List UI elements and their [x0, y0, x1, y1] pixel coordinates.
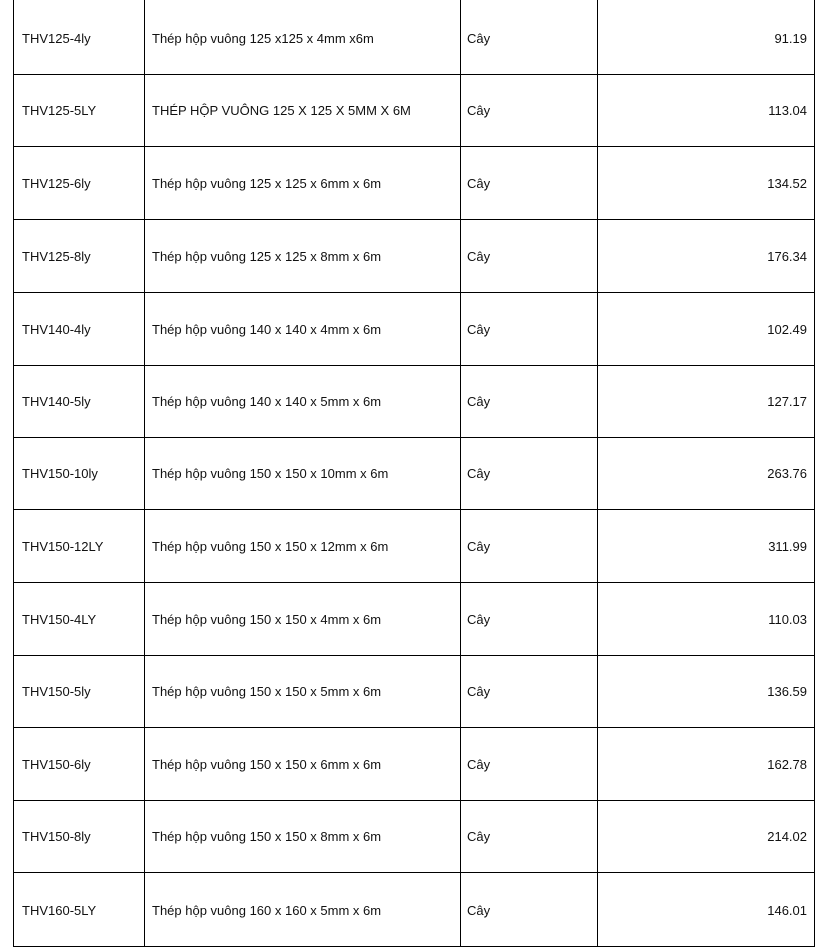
- product-name: Thép hộp vuông 140 x 140 x 4mm x 6m: [152, 322, 382, 337]
- product-name: Thép hộp vuông 150 x 150 x 4mm x 6m: [152, 612, 382, 627]
- product-price: 136.59: [767, 684, 807, 699]
- product-code: THV150-4LY: [22, 612, 97, 627]
- table-row: [14, 148, 814, 220]
- product-price: 176.34: [767, 249, 807, 264]
- product-name: Thép hộp vuông 150 x 150 x 6mm x 6m: [152, 757, 382, 772]
- product-unit: Cây: [467, 539, 491, 554]
- product-name: THÉP HỘP VUÔNG 125 X 125 X 5MM X 6M: [152, 103, 411, 118]
- product-code: THV150-6ly: [22, 757, 91, 772]
- product-code: THV125-6ly: [22, 176, 91, 191]
- table-row: [14, 221, 814, 293]
- product-code: THV140-4ly: [22, 322, 91, 337]
- product-unit: Cây: [467, 829, 491, 844]
- product-code: THV150-12LY: [22, 539, 104, 554]
- product-name: Thép hộp vuông 125 x 125 x 6mm x 6m: [152, 176, 382, 191]
- product-unit: Cây: [467, 322, 491, 337]
- product-price: 91.19: [774, 31, 807, 46]
- product-unit: Cây: [467, 612, 491, 627]
- product-unit: Cây: [467, 757, 491, 772]
- product-code: THV160-5LY: [22, 902, 97, 918]
- product-name: Thép hộp vuông 140 x 140 x 5mm x 6m: [152, 394, 382, 409]
- table-row: [14, 75, 814, 147]
- product-name: Thép hộp vuông 150 x 150 x 5mm x 6m: [152, 684, 382, 699]
- table-row: [14, 511, 814, 583]
- product-name: Thép hộp vuông 125 x125 x 4mm x6m: [152, 31, 374, 46]
- product-code: THV125-4ly: [22, 31, 91, 46]
- product-name: Thép hộp vuông 150 x 150 x 10mm x 6m: [152, 466, 389, 481]
- product-price: 127.17: [767, 394, 807, 409]
- product-code: THV140-5ly: [22, 394, 91, 409]
- table-row: [14, 801, 814, 873]
- product-unit: Cây: [467, 103, 491, 118]
- table-row: [14, 729, 814, 801]
- product-price: 263.76: [767, 466, 807, 481]
- product-price: 102.49: [767, 322, 807, 337]
- product-unit: Cây: [467, 466, 491, 481]
- product-name: Thép hộp vuông 150 x 150 x 12mm x 6m: [152, 539, 389, 554]
- product-price: 110.03: [768, 612, 807, 627]
- product-price: 146.01: [767, 902, 807, 918]
- table-row: [14, 874, 814, 946]
- product-unit: Cây: [467, 176, 491, 191]
- product-code: THV150-8ly: [22, 829, 91, 844]
- product-price: 134.52: [767, 176, 807, 191]
- product-code: THV125-8ly: [22, 249, 91, 264]
- product-name: Thép hộp vuông 160 x 160 x 5mm x 6m: [152, 902, 382, 918]
- product-code: THV125-5LY: [22, 103, 97, 118]
- product-price: 162.78: [767, 757, 807, 772]
- product-name: Thép hộp vuông 125 x 125 x 8mm x 6m: [152, 249, 382, 264]
- product-price: 214.02: [767, 829, 807, 844]
- product-unit: Cây: [467, 684, 491, 699]
- product-code: THV150-5ly: [22, 684, 91, 699]
- product-code: THV150-10ly: [22, 466, 98, 481]
- table-row: [14, 294, 814, 366]
- table-row: [14, 3, 814, 75]
- product-unit: Cây: [467, 249, 491, 264]
- product-unit: Cây: [467, 31, 491, 46]
- product-price: 113.04: [768, 103, 807, 118]
- table-row: [14, 656, 814, 728]
- product-price: 311.99: [768, 539, 807, 554]
- product-unit: Cây: [467, 902, 491, 918]
- product-name: Thép hộp vuông 150 x 150 x 8mm x 6m: [152, 829, 382, 844]
- product-unit: Cây: [467, 394, 491, 409]
- table-row: [14, 584, 814, 656]
- table-row: [14, 366, 814, 438]
- price-table: [13, 0, 815, 947]
- table-row: [14, 438, 814, 510]
